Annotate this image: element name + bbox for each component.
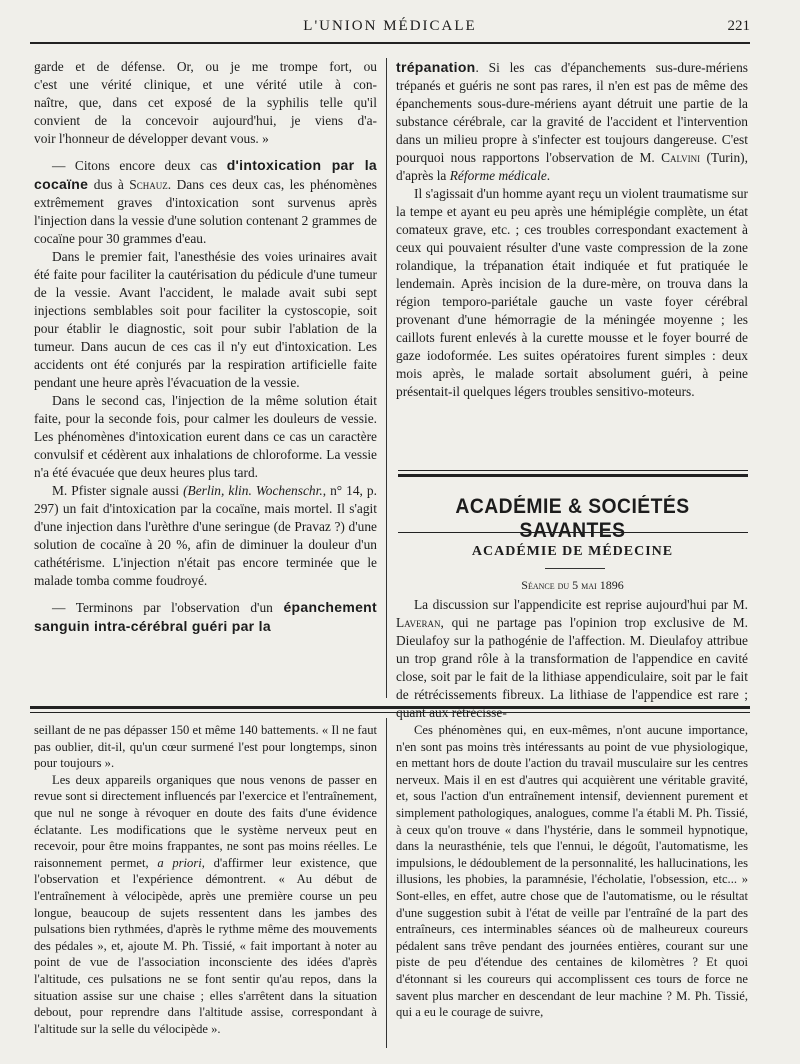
bold-heading: d'intoxication par la cocaïne [34,157,377,192]
text-line: garde et de défense. Or, ou je me trompe fort, ou [34,59,377,74]
right-column [396,58,748,401]
paragraph-cocaine-intro: — Citons encore deux cas d'intoxication par la cocaïne dus à Schauz. Dans ces deux cas, les phénomènes extrêmement graves d'intoxication sont survenus après l'injection dans la vessie d'une solution contenant 2 grammes de cocaïne pour 30 grammes d'eau. [34,157,377,246]
seance-date: Séance du 5 mai 1896 [521,578,624,592]
paragraph-first-case: Dans le premier fait, l'anesthésie des voies urinaires avait été faite pour faciliter la cautérisation du pédicule d'une tumeur de la vessie. Avant l'accident, le malade avait subi sept injections semblables soit pour faciliter la cystoscopie, soit pour établir le diagnostic, soit pour subir l'ablation de la tumeur. Dans aucun de ces cas il n'y eut d'intoxication. Les accidents ont été conjurés par la respiration artificielle faite pendant une heure après l'évacuation de la vessie. [34,249,377,390]
paragraph-second-case: Dans le second cas, l'injection de la même solution était faite, pour la seconde fois, pour calmer les douleurs de vessie. Les phénomènes d'intoxication eurent dans ce cas un caractère convulsif et cédèrent aux inhalations de chloroforme. La vessie n'a été évacuée que deux heures plus tard. [34,393,377,480]
section-title: ACADÉMIE & SOCIÉTÉS SAVANTES [455,495,690,542]
page-header [30,14,750,42]
paragraph-case-report: Il s'agissait d'un homme ayant reçu un violent traumatisme sur la tempe et ayant eu peu après une hémiplégie complète, un état comateux grave, etc. ; ces troubles correspondant exactement à ceux qui pouvaient résulter d'une vaste compression de la zone rolandique, la trépanation était indiquée et fut pratiquée le lendemain. Après incision de la dure-mère, on trouva dans la région temporo-pariétale gauche un vaste foyer cérébral provenant d'une hémorragie de la méningée moyenne ; les caillots furent enlevés à la curette mousse et le foyer bourré de gaze iodoformée. Les suites opératoires furent simples : deux mois après, le malade sortait absolument guéri, à peine présentait-il quelques légers troubles sensitivo-moteurs. [396,186,748,399]
text-line: voir l'honneur de développer devant vous. » [34,131,269,146]
paragraph-appendicite: La discussion sur l'appendicite est reprise aujourd'hui par M. Laveran, qui ne partage pas l'opinion trop exclusive de M. Dieulafoy sur la pathogénie de l'affection. M. Dieulafoy attribue un trop grand rôle à la transformation de l'appendice en cavité close, soit par le fait de la lithiase appendiculaire, soit par le fait de rétrécissements fibreux. La lithiase de l'appendice est rare ; quant aux rétrécisse- [396,597,748,720]
journal-title: L'UNION MÉDICALE [303,18,477,34]
page-separator-thin [30,712,750,713]
paragraph-pfister: M. Pfister signale aussi (Berlin, klin. Wochenschr., n° 14, p. 297) un fait d'intoxication par la cocaïne, mais mortel. Il s'agit d'une injection dans l'urèthre d'une seringue (de Pravaz ?) d'une solution de cocaïne à 20 %, afin de diminuer la douleur d'un cathétérisme. L'injection n'était pas encore terminée que le malade tomba comme foudroyé. [34,483,377,588]
page-number: 221 [727,18,750,34]
section-rule-top [398,470,748,471]
text-line: naître, que, dans cet exposé de la syphilis telle qu'il [34,95,377,110]
paragraph-syphilis-end [34,58,377,148]
bottom-right-column [396,722,748,1021]
page-separator [30,706,750,709]
paragraph-battements: seillant de ne pas dépasser 150 et même 140 battements. « Il ne faut pas oublier, dit-il, qu'un cœur surmené l'est pour longtemps, sinon pour toujours ». [34,723,377,771]
academy-column [396,596,748,722]
short-rule [545,568,605,569]
subsection-title: ACADÉMIE DE MÉDECINE [471,544,674,559]
text-line: convient de la concevoir aujourd'hui, je viens d'a- [34,113,377,128]
bottom-left-column [34,722,377,1037]
section-rule-thick [398,474,748,477]
left-column [34,58,377,636]
column-divider-bottom [386,718,387,1048]
paragraph-phenomenes: Ces phénomènes qui, en eux-mêmes, n'ont aucune importance, n'en sont pas moins très intéressants au point de vue physiologique, en mettant hors de doute l'action du travail musculaire sur les centres nerveux. Mais il en est d'autres qui acquièrent une véritable gravité, et, sous l'action d'un entraînement intensif, deviennent purement et simplement pathologiques, analogues, comme l'a établi M. Ph. Tissié, à ceux qu'on trouve « dans l'hystérie, dans le sommeil hypnotique, dans la neurasthénie, tels que l'ennui, le dégoût, l'automatisme, les impulsions, le dédoublement de la personnalité, les hallucinations, les illusions, les phobies, la paramnésie, l'écholatie, l'obsession, etc... » Sont-elles, en effet, autre chose que de l'automatisme, ou le résultat d'une suggestion subit à l'état de veille par l'entraîné de la part des entraîneurs, ces interminables séances où de malheureux coureurs pédalent sans trêve pendant des journées entières, courant sur une piste de peu d'étendue des centaines de kilomètres ? Et quoi d'étonnant si les coureurs qui accomplissent ces tours de force ne savent plus marcher en descendant de leur machine ? M. Ph. Tissié, qui a eu le courage de suivre, [396,723,748,1020]
bold-heading: épanchement sanguin intra-cérébral guéri par la [34,599,377,634]
paragraph-appareils: Les deux appareils organiques que nous venons de passer en revue sont si directement influencés par l'exercice et l'entraînement, que nul ne songe à révoquer en doute des faits d'une évidence éclatante. Les modifications que le système nerveux peut en recevoir, pour être moins frappantes, ne sont pas moins réelles. Le raisonnement permet, a priori, d'affirmer leur existence, que l'observation et l'expérience démontrent. « Au début de l'entraînement à vélocipède, après une première course un peu longue, beaucoup de sujets ressentent dans les jambes des pulsations bien rythmées, d'après le rythme même des mouvements des pédales », et, ajoute M. Ph. Tissié, « fait important à noter au point de vue de l'association inconsciente des idées d'après l'altitude, ces pulsations ne se font sentir qu'au repos, dans la situation assise sur une chaise ; elles s'arrêtent dans la situation debout, pour reprendre dans l'altitude assise, correspondant à l'altitude sur la selle du vélocipède ». [34,772,377,1036]
paragraph-epanchement: — Terminons par l'observation d'un épanchement sanguin intra-cérébral guéri par la [34,599,377,634]
column-divider [386,58,387,698]
header-rule [30,42,750,44]
bold-heading: trépanation [396,59,476,75]
subsection-rule [398,532,748,533]
text-line: c'est une vérité clinique, et une vérité utile à con- [34,77,377,92]
paragraph-trepanation: trépanation. Si les cas d'épanchements sus-dure-mériens trépanés et guéris ne sont pas rares, il n'en est pas de même des épanchements sous-dure-mériens ayant détruit une partie de la substance cérébrale, car la gravité de l'accident et l'intervention dans un milieu propre à s'infecter est toujours dangereuse. C'est pourquoi nous rapportons l'observation de M. Calvini (Turin), d'après la Réforme médicale. [396,59,748,183]
